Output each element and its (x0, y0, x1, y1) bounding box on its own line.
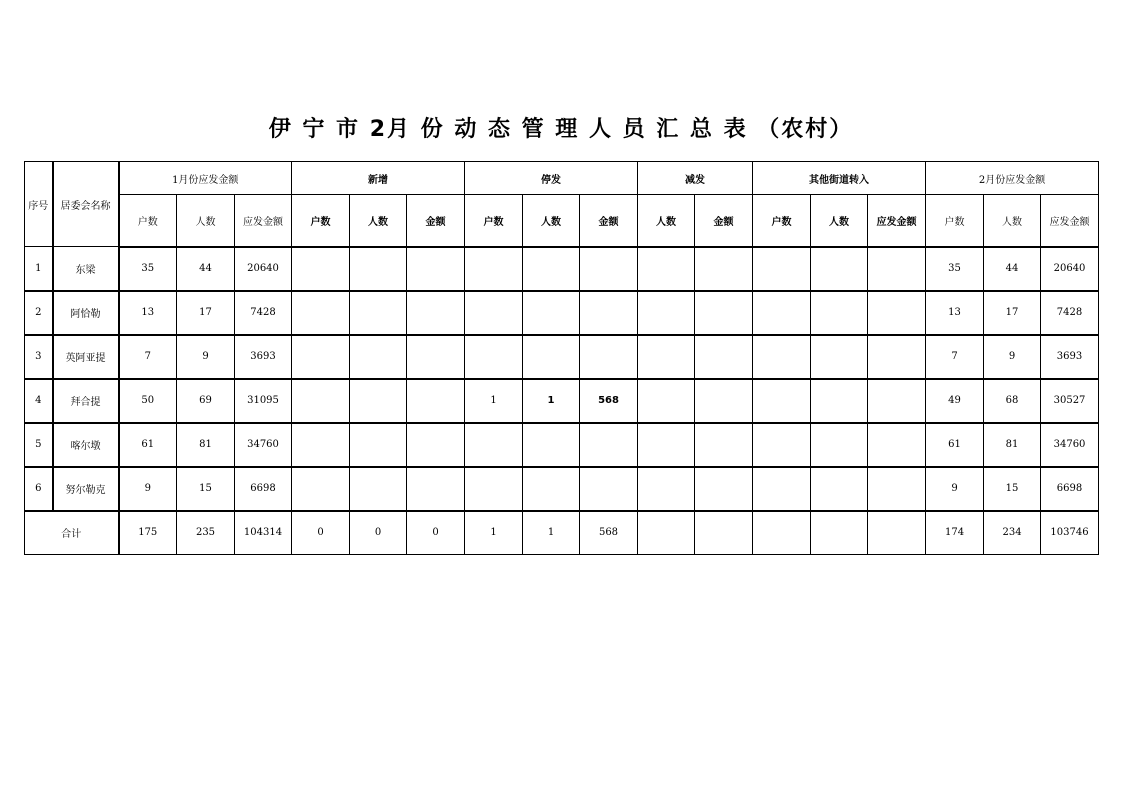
row-name: 努尔勒克 (53, 467, 119, 511)
cell-new-amount (407, 291, 465, 335)
header-new-group: 新增 (292, 162, 465, 195)
cell-transfer-people (811, 291, 868, 335)
row-seq: 4 (25, 379, 53, 423)
total-transfer-amount (868, 511, 926, 555)
cell-new-amount (407, 379, 465, 423)
cell-stop-households (465, 467, 523, 511)
header-transfer-people: 人数 (811, 195, 868, 247)
cell-new-people (350, 247, 407, 291)
total-new-people: 0 (350, 511, 407, 555)
cell-new-households (292, 291, 350, 335)
cell-jan-amount: 20640 (235, 247, 292, 291)
cell-transfer-people (811, 467, 868, 511)
header-transfer-households: 户数 (753, 195, 811, 247)
cell-stop-households (465, 291, 523, 335)
cell-new-people (350, 335, 407, 379)
cell-transfer-amount (868, 423, 926, 467)
cell-transfer-people (811, 335, 868, 379)
cell-jan-households: 35 (119, 247, 177, 291)
cell-stop-amount (580, 423, 638, 467)
cell-feb-amount: 20640 (1041, 247, 1099, 291)
cell-jan-amount: 6698 (235, 467, 292, 511)
cell-stop-households (465, 247, 523, 291)
total-jan-amount: 104314 (235, 511, 292, 555)
table-row (25, 467, 1099, 511)
header-transfer-group: 其他街道转入 (753, 162, 926, 195)
total-feb-amount: 103746 (1041, 511, 1099, 555)
row-name: 英阿亚提 (53, 335, 119, 379)
cell-jan-people: 44 (177, 247, 235, 291)
cell-transfer-people (811, 379, 868, 423)
cell-feb-households: 7 (926, 335, 984, 379)
cell-stop-people (523, 467, 580, 511)
cell-new-households (292, 467, 350, 511)
cell-transfer-people (811, 423, 868, 467)
row-name: 阿恰勒 (53, 291, 119, 335)
cell-reduce-amount (695, 423, 753, 467)
cell-reduce-people (638, 379, 695, 423)
cell-transfer-people (811, 247, 868, 291)
cell-stop-people (523, 291, 580, 335)
cell-reduce-people (638, 247, 695, 291)
cell-transfer-households (753, 379, 811, 423)
cell-stop-amount (580, 335, 638, 379)
header-feb-households: 户数 (926, 195, 984, 247)
row-name: 东梁 (53, 247, 119, 291)
cell-transfer-households (753, 335, 811, 379)
cell-feb-households: 61 (926, 423, 984, 467)
header-jan-households: 户数 (119, 195, 177, 247)
row-seq: 2 (25, 291, 53, 335)
cell-reduce-people (638, 291, 695, 335)
header-new-households: 户数 (292, 195, 350, 247)
table-row (25, 335, 1099, 379)
cell-jan-amount: 7428 (235, 291, 292, 335)
cell-transfer-amount (868, 291, 926, 335)
header-feb-group: 2月份应发金额 (926, 162, 1099, 195)
total-label: 合计 (25, 511, 119, 555)
cell-feb-people: 68 (984, 379, 1041, 423)
cell-feb-people: 9 (984, 335, 1041, 379)
cell-new-amount (407, 423, 465, 467)
row-seq: 5 (25, 423, 53, 467)
row-seq: 6 (25, 467, 53, 511)
cell-jan-households: 9 (119, 467, 177, 511)
cell-new-households (292, 335, 350, 379)
cell-stop-people: 1 (523, 379, 580, 423)
total-row (25, 511, 1099, 555)
row-name: 拜合提 (53, 379, 119, 423)
cell-jan-amount: 31095 (235, 379, 292, 423)
cell-stop-households (465, 335, 523, 379)
cell-new-households (292, 423, 350, 467)
cell-jan-people: 81 (177, 423, 235, 467)
cell-feb-amount: 34760 (1041, 423, 1099, 467)
header-jan-amount: 应发金额 (235, 195, 292, 247)
cell-new-amount (407, 467, 465, 511)
header-row-groups (25, 162, 1099, 195)
cell-feb-people: 15 (984, 467, 1041, 511)
header-reduce-amount: 金额 (695, 195, 753, 247)
cell-stop-amount (580, 467, 638, 511)
cell-jan-households: 13 (119, 291, 177, 335)
cell-reduce-amount (695, 335, 753, 379)
total-new-households: 0 (292, 511, 350, 555)
cell-jan-people: 69 (177, 379, 235, 423)
cell-feb-amount: 7428 (1041, 291, 1099, 335)
total-reduce-amount (695, 511, 753, 555)
row-seq: 3 (25, 335, 53, 379)
header-seq: 序号 (25, 162, 53, 247)
cell-stop-amount: 568 (580, 379, 638, 423)
page-title: 伊 宁 市 2月 份 动 态 管 理 人 员 汇 总 表 （农村） (268, 117, 854, 142)
cell-transfer-households (753, 247, 811, 291)
table-row (25, 423, 1099, 467)
cell-stop-people (523, 423, 580, 467)
total-feb-people: 234 (984, 511, 1041, 555)
cell-transfer-amount (868, 467, 926, 511)
cell-jan-people: 17 (177, 291, 235, 335)
cell-feb-people: 81 (984, 423, 1041, 467)
cell-jan-people: 15 (177, 467, 235, 511)
header-name: 居委会名称 (53, 162, 119, 247)
cell-stop-people (523, 247, 580, 291)
header-jan-group: 1月份应发金额 (119, 162, 292, 195)
header-reduce-group: 减发 (638, 162, 753, 195)
total-stop-amount: 568 (580, 511, 638, 555)
cell-jan-amount: 3693 (235, 335, 292, 379)
cell-reduce-people (638, 467, 695, 511)
header-feb-people: 人数 (984, 195, 1041, 247)
row-seq: 1 (25, 247, 53, 291)
total-stop-households: 1 (465, 511, 523, 555)
cell-feb-households: 49 (926, 379, 984, 423)
header-transfer-amount: 应发金额 (868, 195, 926, 247)
cell-stop-amount (580, 291, 638, 335)
cell-new-people (350, 379, 407, 423)
cell-stop-households: 1 (465, 379, 523, 423)
header-row-columns (25, 195, 1099, 247)
cell-new-people (350, 423, 407, 467)
cell-new-people (350, 467, 407, 511)
header-stop-households: 户数 (465, 195, 523, 247)
total-jan-people: 235 (177, 511, 235, 555)
header-jan-people: 人数 (177, 195, 235, 247)
header-feb-amount: 应发金额 (1041, 195, 1099, 247)
cell-reduce-amount (695, 291, 753, 335)
header-stop-amount: 金额 (580, 195, 638, 247)
cell-jan-households: 61 (119, 423, 177, 467)
cell-reduce-amount (695, 467, 753, 511)
cell-stop-households (465, 423, 523, 467)
total-reduce-people (638, 511, 695, 555)
cell-jan-households: 50 (119, 379, 177, 423)
cell-jan-households: 7 (119, 335, 177, 379)
header-reduce-people: 人数 (638, 195, 695, 247)
total-jan-households: 175 (119, 511, 177, 555)
cell-feb-amount: 6698 (1041, 467, 1099, 511)
cell-transfer-amount (868, 379, 926, 423)
cell-jan-people: 9 (177, 335, 235, 379)
table-row (25, 291, 1099, 335)
cell-new-amount (407, 247, 465, 291)
header-stop-group: 停发 (465, 162, 638, 195)
cell-reduce-people (638, 335, 695, 379)
header-new-amount: 金额 (407, 195, 465, 247)
total-feb-households: 174 (926, 511, 984, 555)
cell-reduce-people (638, 423, 695, 467)
total-stop-people: 1 (523, 511, 580, 555)
table-row (25, 247, 1099, 291)
total-new-amount: 0 (407, 511, 465, 555)
total-transfer-households (753, 511, 811, 555)
cell-feb-households: 9 (926, 467, 984, 511)
table-row (25, 379, 1099, 423)
cell-transfer-amount (868, 247, 926, 291)
header-stop-people: 人数 (523, 195, 580, 247)
cell-stop-amount (580, 247, 638, 291)
row-name: 喀尔墩 (53, 423, 119, 467)
cell-transfer-amount (868, 335, 926, 379)
total-transfer-people (811, 511, 868, 555)
summary-table (24, 161, 1099, 555)
cell-new-households (292, 247, 350, 291)
cell-reduce-amount (695, 247, 753, 291)
cell-feb-households: 13 (926, 291, 984, 335)
cell-feb-households: 35 (926, 247, 984, 291)
cell-transfer-households (753, 423, 811, 467)
cell-stop-people (523, 335, 580, 379)
cell-new-amount (407, 335, 465, 379)
cell-new-households (292, 379, 350, 423)
cell-feb-amount: 3693 (1041, 335, 1099, 379)
cell-feb-amount: 30527 (1041, 379, 1099, 423)
cell-jan-amount: 34760 (235, 423, 292, 467)
cell-feb-people: 17 (984, 291, 1041, 335)
header-new-people: 人数 (350, 195, 407, 247)
cell-feb-people: 44 (984, 247, 1041, 291)
cell-transfer-households (753, 467, 811, 511)
cell-transfer-households (753, 291, 811, 335)
cell-reduce-amount (695, 379, 753, 423)
cell-new-people (350, 291, 407, 335)
